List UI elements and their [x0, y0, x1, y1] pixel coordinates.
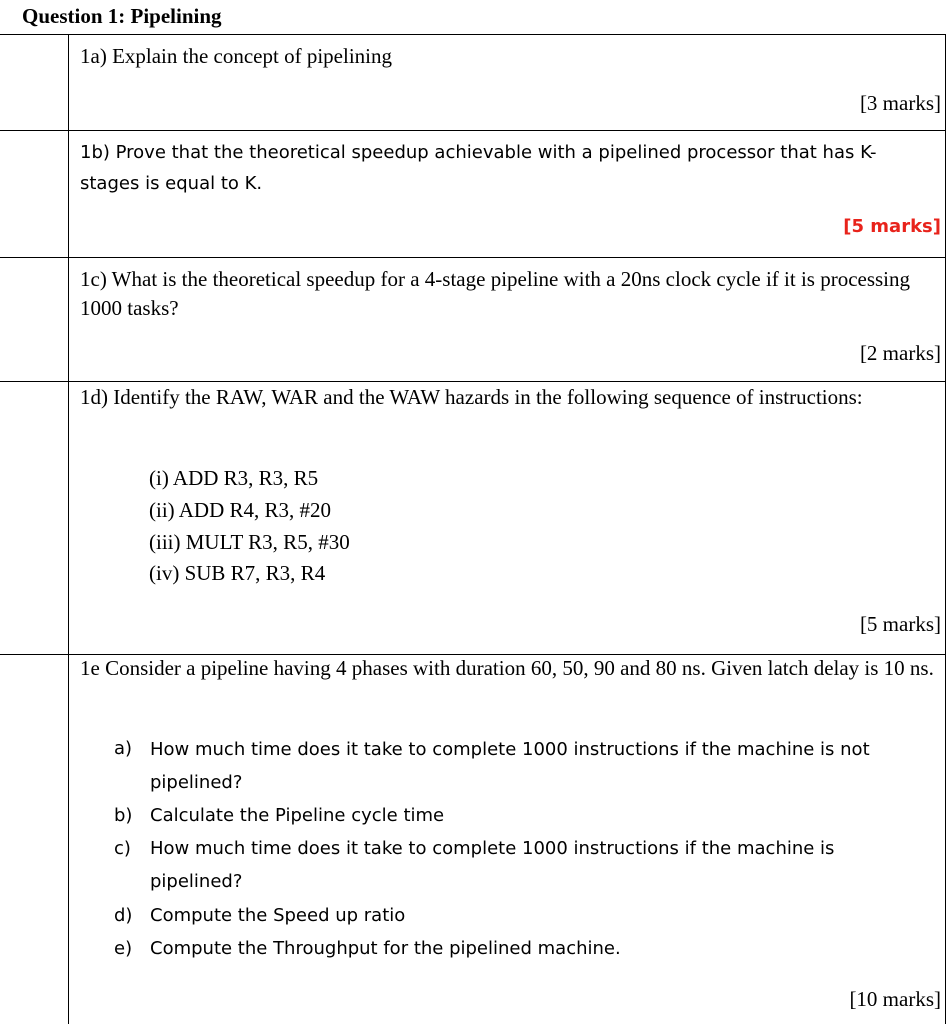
row-divider	[0, 381, 946, 382]
question-1a-text: 1a) Explain the concept of pipelining	[80, 44, 392, 68]
sub-question-text: Compute the Speed up ratio	[150, 905, 406, 926]
question-1d-text: 1d) Identify the RAW, WAR and the WAW hazards in the following sequence of instructions:	[80, 385, 863, 409]
table-border-top	[0, 34, 946, 35]
question-1a-marks: [3 marks]	[859, 91, 941, 115]
table-border-right	[945, 35, 946, 1024]
question-1e-text: 1e Consider a pipeline having 4 phases with duration 60, 50, 90 and 80 ns. Given latch delay is 10 ns.	[80, 656, 934, 680]
sub-question-label: e)	[114, 938, 133, 959]
question-1c-text: 1c) What is the theoretical speedup for a 4-stage pipeline with a 20ns clock cycle if it is processing 1000 tasks?	[80, 267, 911, 320]
sub-question-label: b)	[114, 805, 133, 826]
question-1b-text: 1b) Prove that the theoretical speedup achievable with a pipelined processor that has K-stages is equal to K.	[80, 142, 877, 194]
table-column-divider	[68, 35, 69, 1024]
instruction-line: (iii) MULT R3, R5, #30	[149, 530, 350, 554]
sub-question-label: c)	[114, 838, 131, 859]
sub-question-text: Calculate the Pipeline cycle time	[150, 805, 445, 826]
instruction-line: (ii) ADD R4, R3, #20	[149, 498, 332, 522]
page-title: Question 1: Pipelining	[22, 4, 222, 28]
sub-question-text: Compute the Throughput for the pipelined machine.	[150, 938, 621, 959]
row-divider	[0, 130, 946, 131]
row-divider	[0, 257, 946, 258]
sub-question-label: a)	[114, 738, 133, 759]
question-1c-marks: [2 marks]	[859, 341, 941, 365]
question-1e-marks: [10 marks]	[849, 987, 941, 1011]
sub-question-text: How much time does it take to complete 1000 instructions if the machine is not pipelined?	[150, 739, 870, 793]
instruction-line: (iv) SUB R7, R3, R4	[149, 561, 326, 585]
sub-question-text: How much time does it take to complete 1000 instructions if the machine is pipelined?	[150, 838, 835, 892]
sub-question-label: d)	[114, 905, 133, 926]
question-1b-marks: [5 marks]	[843, 216, 941, 237]
question-1d-marks: [5 marks]	[859, 612, 941, 636]
instruction-line: (i) ADD R3, R3, R5	[149, 466, 319, 490]
